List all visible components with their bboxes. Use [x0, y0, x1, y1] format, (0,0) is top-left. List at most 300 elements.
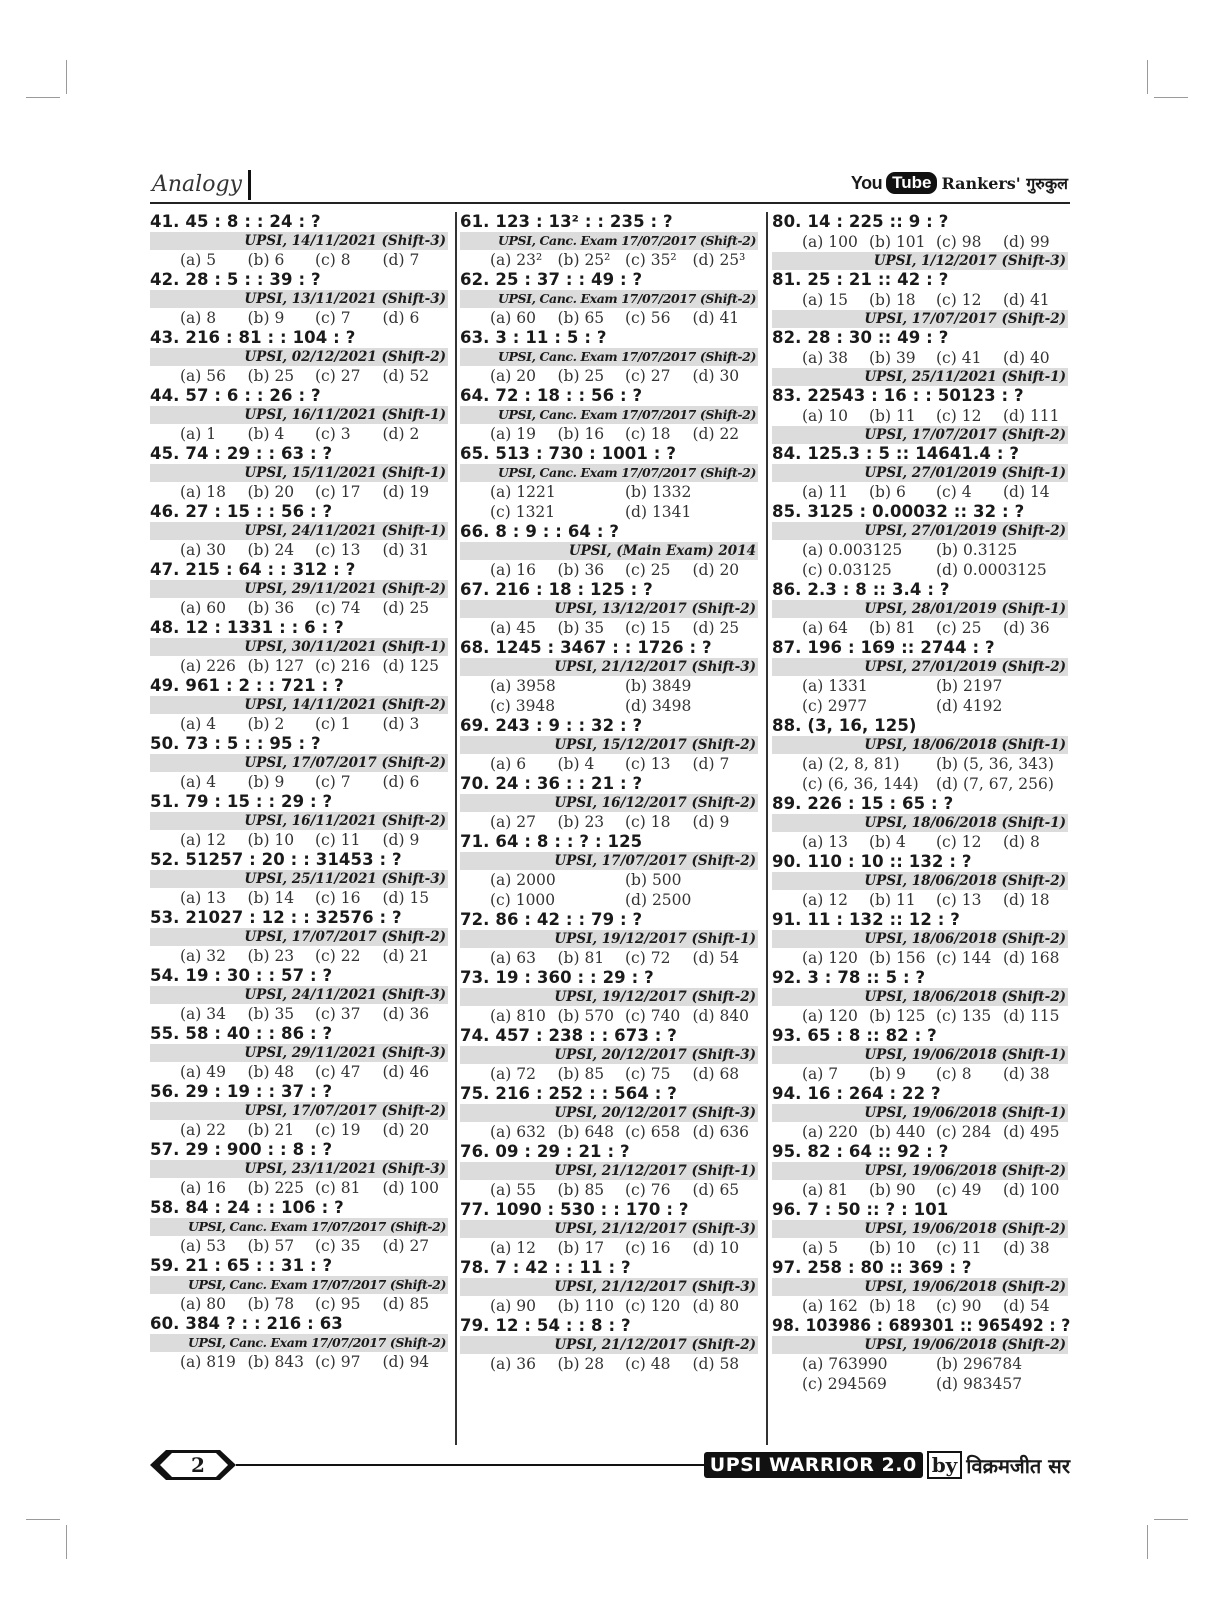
answer-option: (b) 4 [869, 833, 906, 851]
exam-source-text: UPSI, 13/12/2017 (Shift-2) [554, 601, 756, 617]
question-text: 59. 21 : 65 : : 31 : ? [150, 1256, 333, 1275]
question-block [772, 270, 1070, 328]
exam-source-text: UPSI, Canc. Exam 17/07/2017 (Shift-2) [188, 1277, 446, 1292]
answer-options [772, 676, 1070, 716]
exam-source-text: UPSI, 21/12/2017 (Shift-3) [554, 659, 756, 675]
answer-options [460, 424, 760, 444]
answer-options [460, 308, 760, 328]
answer-option: (d) 983457 [936, 1375, 1023, 1393]
answer-option: (c) 15 [625, 619, 671, 637]
answer-options [150, 424, 450, 444]
answer-option: (b) 156 [869, 949, 926, 967]
exam-source-tag [772, 1220, 1068, 1238]
exam-source-text: UPSI, 23/11/2021 (Shift-3) [244, 1161, 446, 1177]
exam-source-tag [460, 852, 758, 870]
answer-option: (b) 36 [557, 561, 605, 579]
answer-option: (d) 14 [1003, 483, 1050, 501]
exam-source-text: UPSI, 29/11/2021 (Shift-2) [244, 581, 446, 597]
question-block [772, 852, 1070, 910]
question-block [150, 850, 450, 908]
answer-options [772, 890, 1070, 910]
answer-option: (a) 1221 [490, 483, 556, 501]
question-block [460, 774, 760, 832]
series-banner [704, 1450, 1070, 1480]
answer-option: (b) 16 [557, 425, 605, 443]
exam-source-tag [772, 930, 1068, 948]
crop-mark [26, 97, 60, 98]
question-text: 44. 57 : 6 : : 26 : ? [150, 386, 321, 405]
question-text: 62. 25 : 37 : : 49 : ? [460, 270, 643, 289]
answer-options [772, 482, 1070, 502]
exam-source-tag [150, 464, 448, 482]
answer-option: (d) 20 [692, 561, 740, 579]
author-name: विक्रमजीत सर [966, 1453, 1070, 1478]
answer-option: (b) 17 [557, 1239, 605, 1257]
question-block [772, 444, 1070, 502]
crop-mark [66, 60, 67, 94]
answer-options [460, 948, 760, 968]
question-text: 42. 28 : 5 : : 39 : ? [150, 270, 321, 289]
question-text: 70. 24 : 36 : : 21 : ? [460, 774, 643, 793]
answer-option: (a) 162 [802, 1297, 858, 1315]
answer-option: (d) 36 [382, 1005, 430, 1023]
crop-mark [26, 1519, 60, 1520]
answer-options [772, 290, 1070, 310]
exam-source-tag [772, 988, 1068, 1006]
answer-option: (c) 1 [315, 715, 351, 733]
answer-option: (d) 111 [1003, 407, 1060, 425]
answer-option: (a) 19 [490, 425, 536, 443]
question-block [150, 734, 450, 792]
chapter-title: Analogy [152, 170, 251, 200]
answer-options [150, 308, 450, 328]
question-text: 49. 961 : 2 : : 721 : ? [150, 676, 344, 695]
exam-source-text: UPSI, 1/12/2017 (Shift-3) [873, 253, 1066, 269]
answer-option: (c) 135 [936, 1007, 992, 1025]
exam-source-text: UPSI, 16/11/2021 (Shift-1) [244, 407, 446, 423]
question-text: 64. 72 : 18 : : 56 : ? [460, 386, 643, 405]
answer-option: (b) 10 [247, 831, 295, 849]
question-text: 47. 215 : 64 : : 312 : ? [150, 560, 356, 579]
exam-source-text: UPSI, Canc. Exam 17/07/2017 (Shift-2) [188, 1219, 446, 1234]
answer-options [150, 830, 450, 850]
answer-option: (b) 25² [557, 251, 611, 269]
answer-option: (d) 115 [1003, 1007, 1060, 1025]
exam-source-text: UPSI, 29/11/2021 (Shift-3) [244, 1045, 446, 1061]
answer-option: (c) 8 [936, 1065, 972, 1083]
exam-source-tag [460, 658, 758, 676]
answer-option: (d) 15 [382, 889, 430, 907]
answer-option: (c) 19 [315, 1121, 361, 1139]
exam-source-tag [460, 1278, 758, 1296]
answer-option: (c) 120 [625, 1297, 681, 1315]
exam-source-tag [150, 232, 448, 250]
question-block [772, 910, 1070, 968]
question-block [460, 444, 760, 522]
answer-options [772, 348, 1070, 368]
question-text: 82. 28 : 30 :: 49 : ? [772, 328, 949, 347]
exam-source-text: UPSI, 28/01/2019 (Shift-1) [864, 601, 1066, 617]
exam-source-tag [772, 1336, 1068, 1354]
answer-option: (c) 216 [315, 657, 371, 675]
brand-logo [851, 172, 1068, 194]
answer-options [460, 1006, 760, 1026]
exam-source-text: UPSI, 21/12/2017 (Shift-1) [554, 1163, 756, 1179]
exam-source-text: UPSI, 18/06/2018 (Shift-2) [864, 931, 1066, 947]
question-block [460, 716, 760, 774]
answer-option: (c) (6, 36, 144) [802, 775, 919, 793]
question-block [150, 966, 450, 1024]
question-block [460, 1026, 760, 1084]
question-text: 60. 384 ? : : 216 : 63 [150, 1314, 343, 1333]
exam-source-tag [772, 1278, 1068, 1296]
answer-option: (b) 18 [869, 1297, 916, 1315]
answer-options [460, 812, 760, 832]
exam-source-text: UPSI, 30/11/2021 (Shift-1) [244, 639, 446, 655]
exam-source-tag [460, 1220, 758, 1238]
answer-options [772, 406, 1070, 426]
answer-option: (b) 57 [247, 1237, 295, 1255]
answer-option: (a) 1 [180, 425, 217, 443]
crop-mark [1147, 1525, 1148, 1559]
answer-options [150, 250, 450, 270]
question-block [460, 968, 760, 1026]
answer-option: (d) 9 [382, 831, 420, 849]
column-3 [772, 212, 1070, 1445]
answer-option: (c) 98 [936, 233, 982, 251]
answer-option: (d) 58 [692, 1355, 740, 1373]
answer-option: (a) 120 [802, 949, 858, 967]
answer-options [460, 618, 760, 638]
answer-options [150, 714, 450, 734]
answer-option: (d) (7, 67, 256) [936, 775, 1054, 793]
question-text: 68. 1245 : 3467 : : 1726 : ? [460, 638, 712, 657]
answer-options [460, 1238, 760, 1258]
answer-option: (b) 648 [557, 1123, 615, 1141]
answer-option: (a) 64 [802, 619, 848, 637]
answer-option: (c) 8 [315, 251, 351, 269]
answer-option: (c) 76 [625, 1181, 671, 1199]
question-block [460, 212, 760, 270]
exam-source-text: UPSI, 24/11/2021 (Shift-3) [244, 987, 446, 1003]
answer-option: (a) 6 [490, 755, 527, 773]
answer-option: (b) 65 [557, 309, 605, 327]
answer-option: (b) 500 [625, 871, 682, 889]
answer-option: (a) 22 [180, 1121, 226, 1139]
exam-source-tag [460, 1336, 758, 1354]
answer-option: (a) 38 [802, 349, 848, 367]
answer-option: (d) 3 [382, 715, 420, 733]
answer-option: (d) 10 [692, 1239, 740, 1257]
answer-option: (b) 81 [557, 949, 605, 967]
exam-source-text: UPSI, Canc. Exam 17/07/2017 (Shift-2) [498, 233, 756, 248]
answer-option: (d) 2 [382, 425, 420, 443]
exam-source-text: UPSI, 15/11/2021 (Shift-1) [244, 465, 446, 481]
answer-option: (a) 4 [180, 773, 217, 791]
answer-option: (c) 13 [625, 755, 671, 773]
exam-source-tag [460, 348, 758, 366]
answer-options [460, 482, 760, 522]
exam-source-text: UPSI, 17/07/2017 (Shift-2) [864, 311, 1066, 327]
answer-option: (a) 56 [180, 367, 226, 385]
answer-option: (a) 16 [490, 561, 536, 579]
answer-options [150, 482, 450, 502]
answer-option: (d) 1341 [625, 503, 692, 521]
question-text: 67. 216 : 18 : 125 : ? [460, 580, 653, 599]
answer-option: (d) 19 [382, 483, 430, 501]
answer-option: (a) 15 [802, 291, 848, 309]
exam-source-tag [150, 522, 448, 540]
exam-source-text: UPSI, 16/11/2021 (Shift-2) [244, 813, 446, 829]
exam-source-tag [460, 794, 758, 812]
answer-options [150, 888, 450, 908]
exam-source-text: UPSI, 19/06/2018 (Shift-1) [864, 1105, 1066, 1121]
answer-option: (a) 100 [802, 233, 858, 251]
series-title: UPSI WARRIOR 2.0 [704, 1452, 923, 1478]
exam-source-tag [772, 1046, 1068, 1064]
answer-options [772, 948, 1070, 968]
answer-option: (d) 4192 [936, 697, 1003, 715]
answer-option: (b) 11 [869, 407, 916, 425]
answer-option: (c) 95 [315, 1295, 361, 1313]
exam-source-tag [772, 658, 1068, 676]
exam-source-tag [150, 290, 448, 308]
answer-option: (c) 12 [936, 833, 982, 851]
answer-option: (b) 25 [247, 367, 295, 385]
exam-source-tag [460, 406, 758, 424]
answer-option: (c) 72 [625, 949, 671, 967]
answer-option: (c) 740 [625, 1007, 681, 1025]
answer-option: (c) 27 [315, 367, 361, 385]
answer-option: (d) 38 [1003, 1239, 1050, 1257]
exam-source-tag [150, 986, 448, 1004]
answer-option: (a) 60 [490, 309, 536, 327]
question-text: 65. 513 : 730 : 1001 : ? [460, 444, 677, 463]
answer-option: (d) 9 [692, 813, 730, 831]
question-block [150, 270, 450, 328]
exam-source-text: UPSI, Canc. Exam 17/07/2017 (Shift-2) [498, 291, 756, 306]
exam-source-text: UPSI, 19/06/2018 (Shift-2) [864, 1163, 1066, 1179]
answer-option: (d) 36 [1003, 619, 1050, 637]
question-block [460, 832, 760, 910]
answer-option: (b) 9 [869, 1065, 906, 1083]
brand-name: Rankers' गुरुकुल [941, 174, 1068, 193]
exam-source-tag [150, 1218, 448, 1236]
answer-option: (a) 53 [180, 1237, 226, 1255]
answer-option: (a) 8 [180, 309, 217, 327]
crop-mark [1154, 97, 1188, 98]
question-text: 76. 09 : 29 : 21 : ? [460, 1142, 630, 1161]
question-block [772, 386, 1070, 444]
answer-option: (d) 100 [382, 1179, 440, 1197]
answer-options [772, 1238, 1070, 1258]
question-block [772, 502, 1070, 580]
answer-option: (b) 4 [557, 755, 595, 773]
answer-option: (b) 35 [557, 619, 605, 637]
exam-source-text: UPSI, 17/07/2017 (Shift-2) [864, 427, 1066, 443]
answer-options [460, 754, 760, 774]
answer-option: (c) 284 [936, 1123, 992, 1141]
exam-source-text: UPSI, 18/06/2018 (Shift-2) [864, 989, 1066, 1005]
answer-option: (c) 144 [936, 949, 992, 967]
answer-option: (c) 37 [315, 1005, 361, 1023]
column-1 [150, 212, 450, 1445]
exam-source-tag [460, 542, 758, 560]
exam-source-text: UPSI, 17/07/2017 (Shift-2) [244, 755, 446, 771]
answer-options [772, 1064, 1070, 1084]
question-text: 71. 64 : 8 : : ? : 125 [460, 832, 643, 851]
answer-options [772, 1354, 1070, 1394]
brand-you: You [850, 172, 883, 193]
answer-option: (b) 101 [869, 233, 926, 251]
answer-option: (a) 49 [180, 1063, 226, 1081]
answer-option: (b) 48 [247, 1063, 295, 1081]
answer-option: (b) 24 [247, 541, 295, 559]
question-block [150, 908, 450, 966]
question-block [460, 328, 760, 386]
exam-source-text: UPSI, 17/07/2017 (Shift-2) [554, 853, 756, 869]
answer-options [460, 1354, 760, 1374]
answer-options [460, 1064, 760, 1084]
question-text: 46. 27 : 15 : : 56 : ? [150, 502, 333, 521]
question-text: 66. 8 : 9 : : 64 : ? [460, 522, 620, 541]
answer-option: (a) 60 [180, 599, 226, 617]
question-text: 81. 25 : 21 :: 42 : ? [772, 270, 949, 289]
exam-source-text: UPSI, 14/11/2021 (Shift-2) [244, 697, 446, 713]
question-text: 74. 457 : 238 : : 673 : ? [460, 1026, 677, 1045]
answer-option: (b) 6 [869, 483, 906, 501]
answer-option: (a) 45 [490, 619, 536, 637]
answer-option: (d) 18 [1003, 891, 1050, 909]
answer-option: (c) 56 [625, 309, 671, 327]
question-block [150, 1024, 450, 1082]
answer-option: (b) 127 [247, 657, 305, 675]
exam-source-text: UPSI, 17/07/2017 (Shift-2) [244, 1103, 446, 1119]
answer-options [772, 618, 1070, 638]
answer-option: (a) 27 [490, 813, 536, 831]
answer-option: (b) 11 [869, 891, 916, 909]
answer-option: (b) 25 [557, 367, 605, 385]
answer-option: (d) 6 [382, 309, 420, 327]
answer-option: (a) 63 [490, 949, 536, 967]
question-text: 88. (3, 16, 125) [772, 716, 917, 735]
answer-options [150, 1120, 450, 1140]
exam-source-text: UPSI, 21/12/2017 (Shift-3) [554, 1221, 756, 1237]
footer-rule [236, 1464, 740, 1466]
question-block [150, 1140, 450, 1198]
answer-options [460, 560, 760, 580]
question-block [460, 1142, 760, 1200]
answer-option: (d) 46 [382, 1063, 430, 1081]
answer-options [772, 1122, 1070, 1142]
answer-option: (c) 11 [936, 1239, 982, 1257]
answer-option: (b) 23 [557, 813, 605, 831]
exam-source-tag [772, 872, 1068, 890]
exam-source-text: UPSI, 19/12/2017 (Shift-1) [554, 931, 756, 947]
exam-source-tag [150, 638, 448, 656]
question-text: 55. 58 : 40 : : 86 : ? [150, 1024, 333, 1043]
question-block [772, 968, 1070, 1026]
answer-option: (a) 120 [802, 1007, 858, 1025]
exam-source-tag [150, 754, 448, 772]
exam-source-tag [150, 696, 448, 714]
question-block [460, 270, 760, 328]
question-columns [150, 212, 1070, 1445]
exam-source-text: UPSI, Canc. Exam 17/07/2017 (Shift-2) [498, 349, 756, 364]
question-text: 96. 7 : 50 :: ? : 101 [772, 1200, 949, 1219]
question-text: 58. 84 : 24 : : 106 : ? [150, 1198, 344, 1217]
answer-option: (c) 13 [936, 891, 982, 909]
question-block [772, 1142, 1070, 1200]
answer-option: (b) 225 [247, 1179, 305, 1197]
answer-option: (d) 85 [382, 1295, 430, 1313]
exam-source-text: UPSI, 19/06/2018 (Shift-2) [864, 1221, 1066, 1237]
answer-options [460, 250, 760, 270]
answer-option: (d) 25 [692, 619, 740, 637]
question-text: 53. 21027 : 12 : : 32576 : ? [150, 908, 402, 927]
answer-option: (b) 440 [869, 1123, 926, 1141]
exam-source-tag [150, 1102, 448, 1120]
answer-option: (a) 23² [490, 251, 543, 269]
question-block [150, 792, 450, 850]
exam-source-tag [460, 1046, 758, 1064]
exam-source-text: UPSI, 21/12/2017 (Shift-2) [554, 1337, 756, 1353]
question-block [460, 1316, 760, 1374]
exam-source-tag [150, 1160, 448, 1178]
answer-option: (c) 12 [936, 291, 982, 309]
question-text: 43. 216 : 81 : : 104 : ? [150, 328, 356, 347]
question-block [150, 676, 450, 734]
answer-options [772, 1006, 1070, 1026]
exam-source-tag [772, 464, 1068, 482]
question-block [460, 386, 760, 444]
question-text: 78. 7 : 42 : : 11 : ? [460, 1258, 631, 1277]
answer-options [460, 676, 760, 716]
exam-source-tag [150, 1044, 448, 1062]
exam-source-tag [460, 600, 758, 618]
exam-source-text: UPSI, 27/01/2019 (Shift-2) [864, 523, 1066, 539]
question-text: 57. 29 : 900 : : 8 : ? [150, 1140, 333, 1159]
answer-option: (b) 0.3125 [936, 541, 1018, 559]
column-2 [460, 212, 760, 1445]
page-number: 2 [191, 1453, 205, 1477]
answer-option: (c) 12 [936, 407, 982, 425]
answer-option: (c) 25 [625, 561, 671, 579]
answer-option: (a) 16 [180, 1179, 226, 1197]
question-block [772, 638, 1070, 716]
exam-source-tag [150, 870, 448, 888]
question-text: 72. 86 : 42 : : 79 : ? [460, 910, 643, 929]
answer-option: (b) 18 [869, 291, 916, 309]
answer-option: (b) 6 [247, 251, 285, 269]
answer-option: (a) 5 [802, 1239, 839, 1257]
answer-option: (b) 21 [247, 1121, 295, 1139]
by-label: by [927, 1451, 963, 1479]
answer-options [460, 1122, 760, 1142]
answer-option: (c) 2977 [802, 697, 868, 715]
answer-option: (d) 20 [382, 1121, 430, 1139]
exam-source-tag [772, 426, 1068, 444]
answer-option: (d) 840 [692, 1007, 750, 1025]
answer-option: (c) 49 [936, 1181, 982, 1199]
answer-option: (d) 25 [382, 599, 430, 617]
answer-option: (d) 21 [382, 947, 430, 965]
exam-source-tag [772, 522, 1068, 540]
answer-option: (d) 100 [1003, 1181, 1060, 1199]
answer-option: (d) 52 [382, 367, 430, 385]
answer-option: (b) 39 [869, 349, 916, 367]
answer-option: (b) 296784 [936, 1355, 1023, 1373]
